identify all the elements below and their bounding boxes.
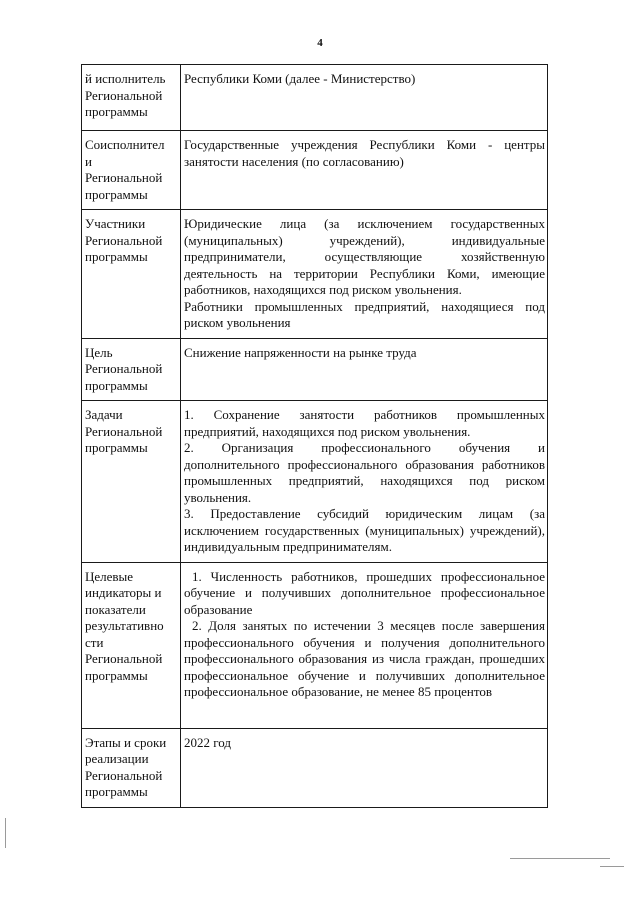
row-label-cell (82, 562, 181, 728)
row-label-line: показатели (85, 601, 146, 617)
table-row (82, 562, 548, 728)
row-value-cell (181, 401, 548, 563)
row-value-paragraph: 1. Сохранение занятости работников промышленных предприятий, находящихся под риском увольнения. (184, 407, 545, 439)
row-value-paragraph: 3. Предоставление субсидий юридическим лицам (за исключением государственных (муниципальных) учреждений), индивидуальным предпринимателям. (184, 506, 545, 554)
row-label-line: программы (85, 104, 148, 119)
row-value-paragraph: Снижение напряженности на рынке труда (184, 344, 417, 360)
row-value-paragraph: Государственные учреждения Республики Коми - центры занятости населения (по согласованию) (184, 137, 545, 169)
page-number: 4 (317, 37, 323, 49)
scan-edge-mark-left (5, 818, 6, 848)
row-value-paragraph: 2022 год (184, 734, 231, 750)
row-label-line: й исполнитель (85, 71, 166, 86)
table-row (82, 65, 548, 131)
row-label-line: Региональной (85, 232, 163, 248)
row-label-line: Участники (85, 216, 146, 231)
passport-table-body (82, 65, 548, 808)
row-label-line: Региональной (85, 423, 163, 439)
row-label-line: и (85, 153, 92, 169)
row-value-cell (181, 210, 548, 339)
row-label-line: Региональной (85, 361, 163, 376)
row-label-line: Соисполнител (85, 137, 165, 152)
row-label-cell (82, 65, 181, 131)
row-label-line: Цель (85, 344, 113, 360)
row-label-line: индикаторы и (85, 585, 162, 600)
program-passport-table (81, 64, 548, 808)
table-row (82, 338, 548, 401)
row-value-cell (181, 728, 548, 807)
row-label-cell (82, 210, 181, 339)
row-value-cell (181, 131, 548, 210)
row-label-line: Региональной (85, 87, 163, 103)
row-label-line: программы (85, 784, 148, 799)
row-value-paragraph: Работники промышленных предприятий, находящиеся под риском увольнения (184, 298, 545, 330)
row-label-cell (82, 728, 181, 807)
row-value-paragraph: 1. Численность работников, прошедших профессиональное обучение и получивших дополнительное профессиональное образование (184, 568, 545, 617)
row-value-cell (181, 562, 548, 728)
row-label-line: программы (85, 186, 148, 202)
row-label-line: программы (85, 667, 148, 683)
row-value-paragraph: 2. Организация профессионального обучения и дополнительного профессионального образования работников промышленных предприятий, находящихся под риском увольнения. (184, 440, 545, 505)
table-row (82, 728, 548, 807)
row-value-cell (181, 338, 548, 401)
row-label-line: Региональной (85, 767, 163, 783)
row-label-line: Этапы и сроки (85, 734, 167, 750)
row-label-line: результативно (85, 618, 164, 633)
scan-edge-mark-bottom-right-short (600, 866, 624, 867)
row-label-cell (82, 401, 181, 563)
row-label-cell (82, 338, 181, 401)
row-label-line: программы (85, 249, 148, 264)
row-label-line: Региональной (85, 651, 163, 666)
row-label-line: сти (85, 634, 104, 650)
row-label-line: программы (85, 440, 148, 455)
table-row (82, 210, 548, 339)
row-value-paragraph: Республики Коми (далее - Министерство) (184, 71, 416, 86)
table-row (82, 401, 548, 563)
row-label-line: реализации (85, 751, 149, 766)
row-label-line: Задачи (85, 407, 123, 422)
row-label-line: программы (85, 377, 148, 393)
row-label-line: Региональной (85, 170, 163, 185)
scan-edge-mark-bottom-right (510, 858, 610, 859)
row-label-cell (82, 131, 181, 210)
row-value-paragraph: Юридические лица (за исключением государственных (муниципальных) учреждений), индивидуальные предприниматели, осуществляющие хозяйственную деятельность на территории Республики Коми, имеющие работников, находящихся под риском увольнения. (184, 216, 545, 297)
row-value-paragraph: 2. Доля занятых по истечении 3 месяцев после завершения профессионального обучения и получения дополнительного профессионального образования из числа граждан, прошедших профессиональное обучение и получивших дополнительное профессиональное образование, не менее 85 процентов (184, 618, 545, 699)
row-label-line: Целевые (85, 568, 134, 584)
row-value-cell (181, 65, 548, 131)
table-row (82, 131, 548, 210)
